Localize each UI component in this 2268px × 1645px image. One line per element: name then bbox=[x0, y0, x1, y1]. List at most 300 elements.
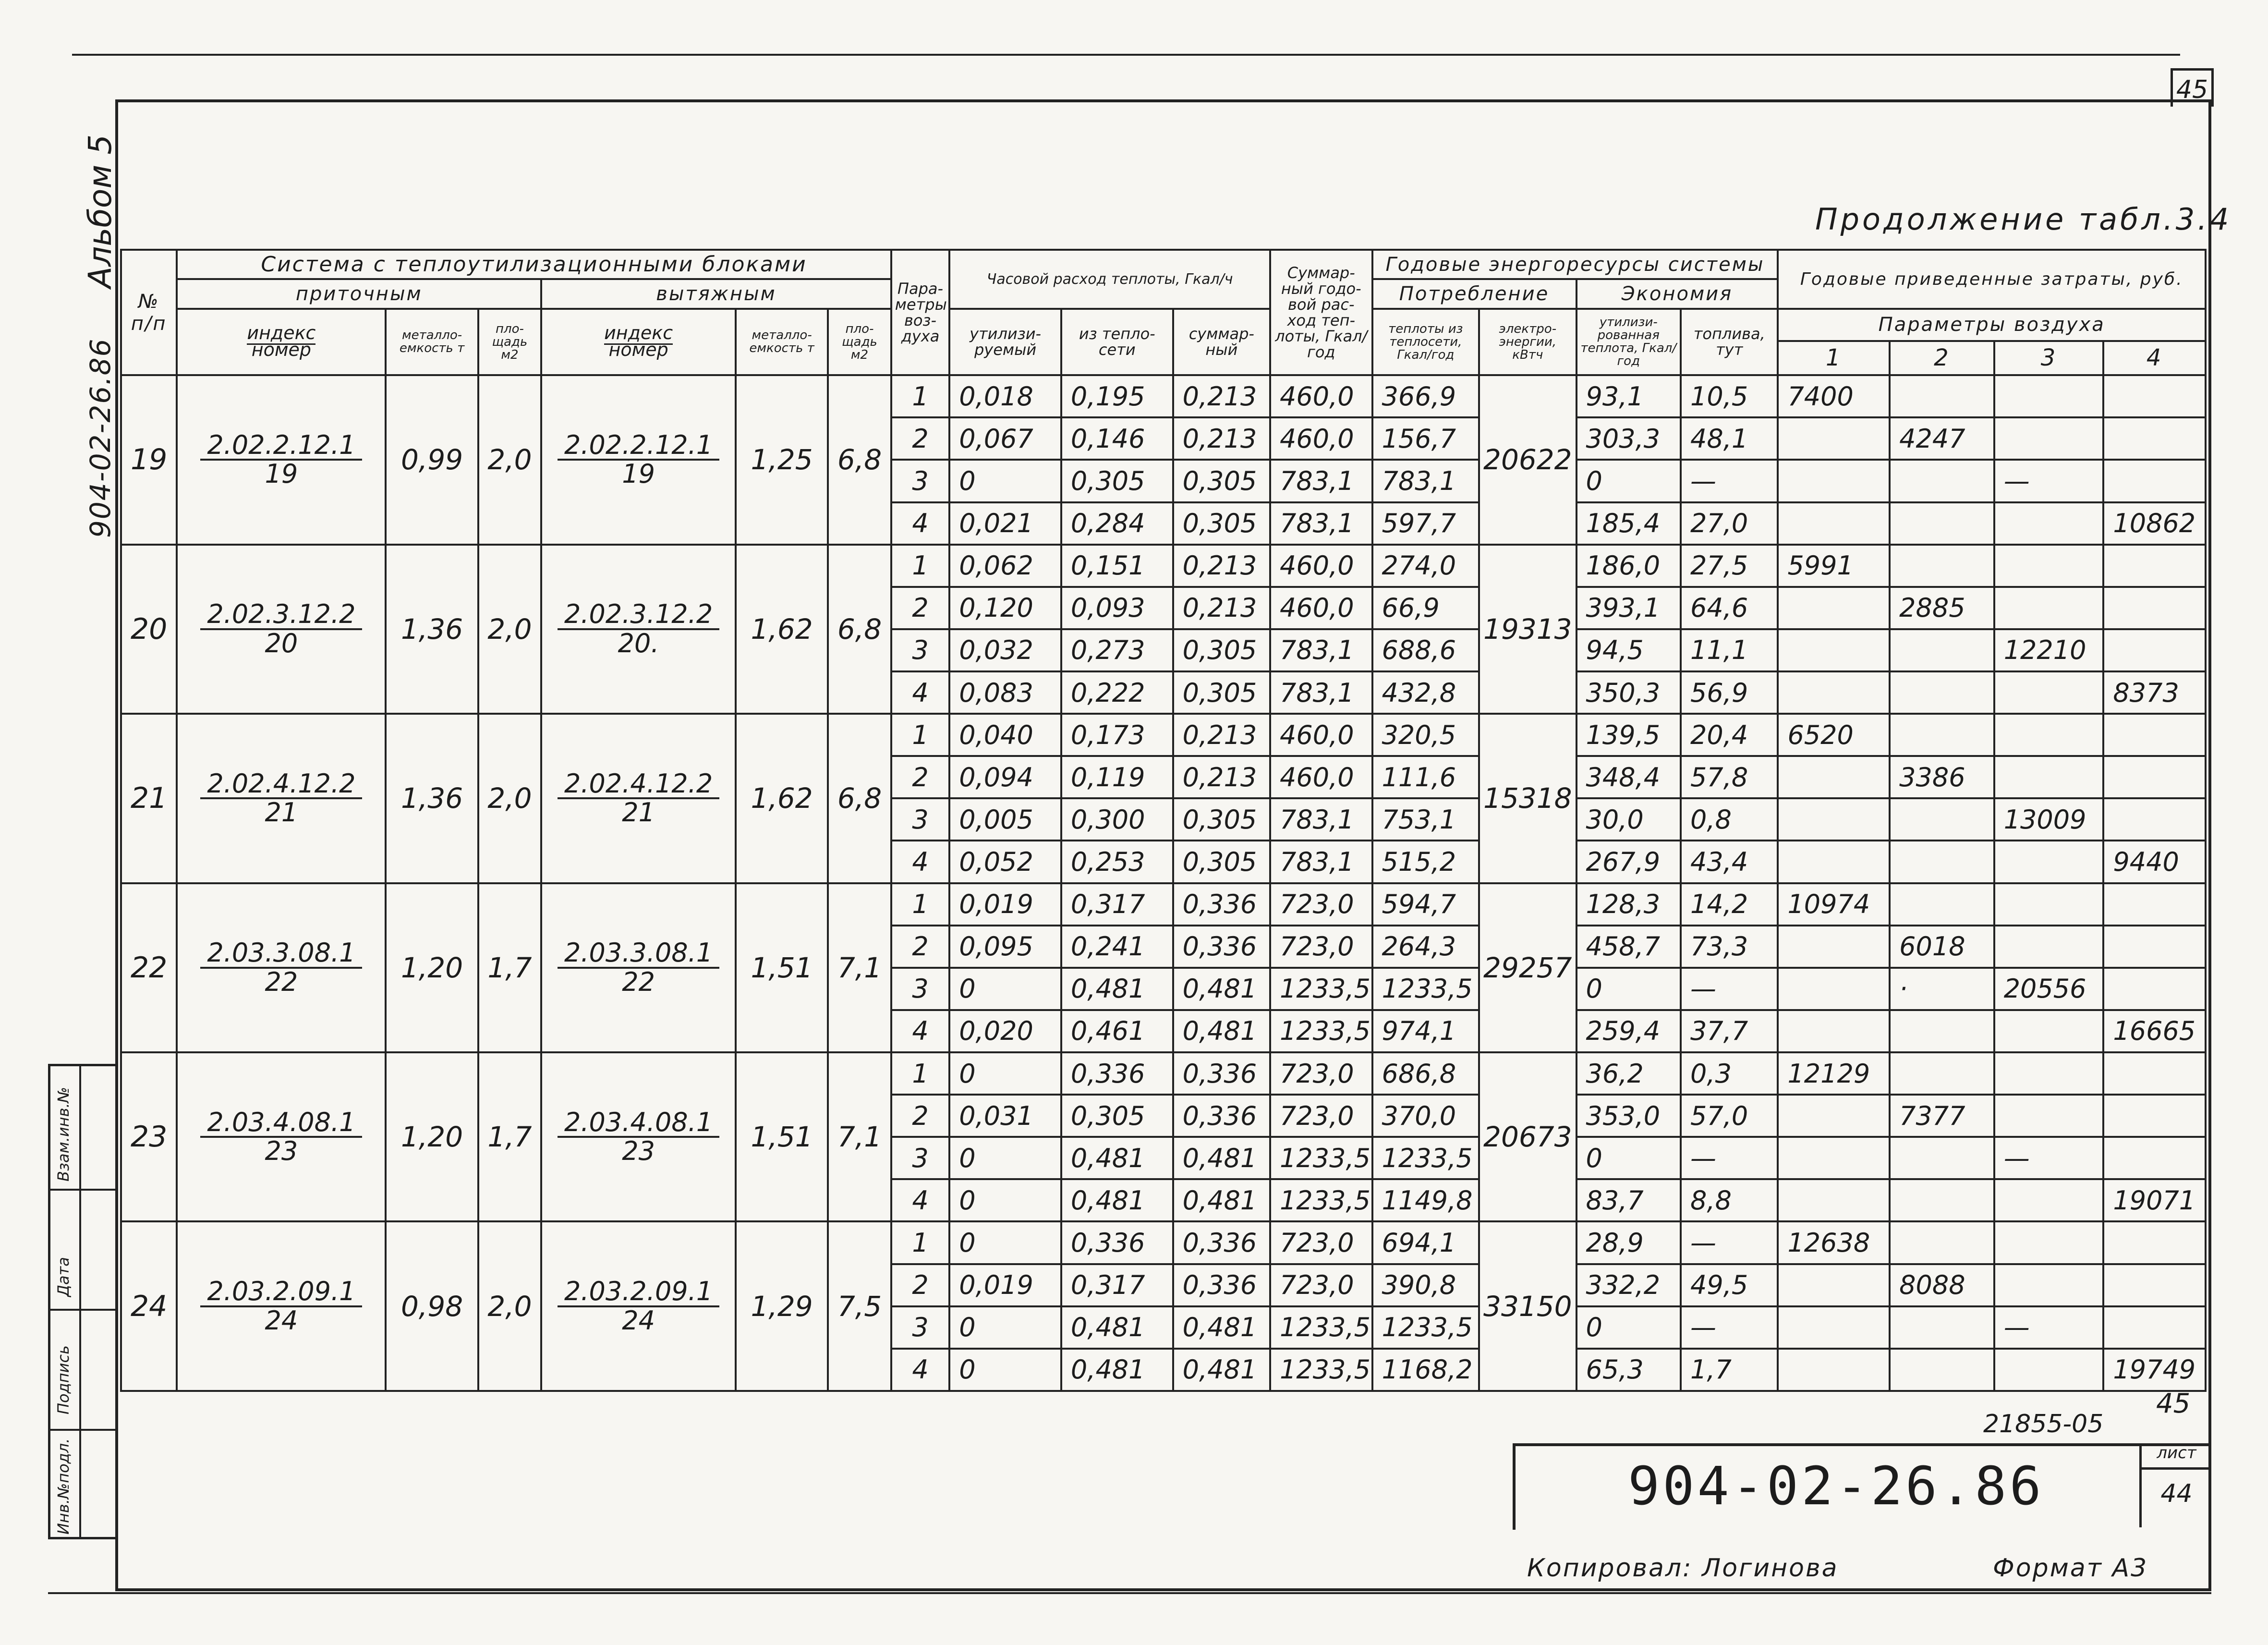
hourly-from-network: 0,305 bbox=[1061, 460, 1173, 502]
utilized-heat: 128,3 bbox=[1577, 883, 1681, 926]
header-heat-from-network: теплоты из теплосети, Гкал/год bbox=[1372, 309, 1480, 375]
hourly-from-network: 0,273 bbox=[1061, 629, 1173, 671]
format-label: Формат А3 bbox=[1993, 1554, 2148, 1583]
annual-total: 723,0 bbox=[1270, 1095, 1372, 1137]
heat-from-network: 390,8 bbox=[1372, 1264, 1480, 1306]
cost-param-3 bbox=[1994, 1095, 2104, 1137]
stamp-date-label: Дата bbox=[54, 1257, 73, 1297]
heat-from-network: 370,0 bbox=[1372, 1095, 1480, 1137]
heat-from-network: 1149,8 bbox=[1372, 1179, 1480, 1221]
cost-param-1 bbox=[1778, 1137, 1890, 1179]
electricity: 33150 bbox=[1479, 1221, 1576, 1391]
cost-param-3 bbox=[1994, 1010, 2104, 1052]
hourly-utilized: 0,020 bbox=[949, 1010, 1061, 1052]
doc-code: 904-02-26.86 bbox=[1628, 1455, 2044, 1517]
air-param: 1 bbox=[891, 1221, 949, 1264]
header-annual-costs: Годовые приведенные затраты, руб. bbox=[1778, 250, 2206, 309]
hourly-utilized: 0,019 bbox=[949, 883, 1061, 926]
header-air-params: Пара-метры воз-духа bbox=[891, 250, 949, 375]
hourly-total: 0,336 bbox=[1173, 1052, 1270, 1095]
exhaust-index-cell bbox=[541, 883, 736, 1052]
supply-index-fraction bbox=[200, 939, 362, 996]
heat-from-network: 320,5 bbox=[1372, 714, 1480, 756]
header-electricity: электро-энергии, кВтч bbox=[1479, 309, 1576, 375]
supply-index-cell bbox=[177, 1221, 386, 1391]
annual-total: 460,0 bbox=[1270, 756, 1372, 798]
supply-index-fraction bbox=[200, 601, 362, 657]
utilized-heat: 350,3 bbox=[1577, 671, 1681, 714]
exhaust-number: 23 bbox=[622, 1136, 655, 1167]
cost-param-1 bbox=[1778, 1010, 1890, 1052]
exhaust-number: 21 bbox=[622, 797, 655, 828]
cost-param-3: 13009 bbox=[1994, 798, 2104, 841]
hourly-utilized: 0,083 bbox=[949, 671, 1061, 714]
hourly-total: 0,305 bbox=[1173, 502, 1270, 545]
cost-param-4 bbox=[2103, 1052, 2206, 1095]
exhaust-index-cell bbox=[541, 545, 736, 714]
data-table bbox=[120, 249, 2207, 1392]
row-number: 24 bbox=[121, 1221, 177, 1391]
cost-param-2 bbox=[1890, 841, 1994, 883]
utilized-heat: 186,0 bbox=[1577, 545, 1681, 587]
cost-param-4 bbox=[2103, 883, 2206, 926]
header-annual-resources: Годовые энергоресурсы системы bbox=[1372, 250, 1778, 279]
exhaust-index: 2.03.4.08.1 bbox=[558, 1109, 719, 1138]
supply-index-cell bbox=[177, 545, 386, 714]
exhaust-index-cell bbox=[541, 1221, 736, 1391]
cost-param-2: 7377 bbox=[1890, 1095, 1994, 1137]
cost-param-2 bbox=[1890, 1349, 1994, 1391]
cost-param-3 bbox=[1994, 926, 2104, 968]
hourly-utilized: 0 bbox=[949, 1221, 1061, 1264]
header-col-num: № п/п bbox=[121, 250, 177, 375]
hourly-utilized: 0,052 bbox=[949, 841, 1061, 883]
hourly-utilized: 0,120 bbox=[949, 587, 1061, 629]
cost-param-1: 7400 bbox=[1778, 375, 1890, 417]
cost-param-3 bbox=[1994, 587, 2104, 629]
fuel-saving: 49,5 bbox=[1681, 1264, 1778, 1306]
fuel-saving: — bbox=[1681, 1221, 1778, 1264]
hourly-total: 0,336 bbox=[1173, 1264, 1270, 1306]
fuel-saving: 37,7 bbox=[1681, 1010, 1778, 1052]
hourly-from-network: 0,481 bbox=[1061, 968, 1173, 1010]
fuel-saving: 0,8 bbox=[1681, 798, 1778, 841]
annual-total: 460,0 bbox=[1270, 714, 1372, 756]
cost-param-2 bbox=[1890, 1010, 1994, 1052]
hourly-total: 0,213 bbox=[1173, 714, 1270, 756]
fuel-saving: 43,4 bbox=[1681, 841, 1778, 883]
cost-param-4: 16665 bbox=[2103, 1010, 2206, 1052]
air-param: 2 bbox=[891, 1095, 949, 1137]
fuel-saving: 14,2 bbox=[1681, 883, 1778, 926]
cost-param-4 bbox=[2103, 926, 2206, 968]
cost-param-3: — bbox=[1994, 1306, 2104, 1349]
cost-param-3: 12210 bbox=[1994, 629, 2104, 671]
header-total: суммар-ный bbox=[1173, 309, 1270, 375]
hourly-from-network: 0,481 bbox=[1061, 1179, 1173, 1221]
header-annual-total: Суммар-ный годо-вой рас-ход теп-лоты, Гкал/год bbox=[1270, 250, 1372, 375]
hourly-utilized: 0,018 bbox=[949, 375, 1061, 417]
electricity: 19313 bbox=[1479, 545, 1576, 714]
header-supply-number-label: номер bbox=[251, 339, 312, 361]
cost-param-4 bbox=[2103, 629, 2206, 671]
supply-area: 1,7 bbox=[478, 1052, 542, 1221]
cost-param-3 bbox=[1994, 883, 2104, 926]
supply-metal: 0,98 bbox=[386, 1221, 478, 1391]
cost-param-4 bbox=[2103, 587, 2206, 629]
cost-param-1 bbox=[1778, 671, 1890, 714]
side-doc-code: 904-02-26.86 bbox=[84, 338, 117, 538]
hourly-utilized: 0,095 bbox=[949, 926, 1061, 968]
hourly-from-network: 0,336 bbox=[1061, 1221, 1173, 1264]
air-param: 3 bbox=[891, 1137, 949, 1179]
header-utilized: утилизи-руемый bbox=[949, 309, 1061, 375]
page-small-number: 45 bbox=[2156, 1388, 2191, 1419]
air-param: 3 bbox=[891, 629, 949, 671]
annual-total: 723,0 bbox=[1270, 1052, 1372, 1095]
air-param: 4 bbox=[891, 1179, 949, 1221]
supply-area: 2,0 bbox=[478, 375, 542, 544]
cost-param-2: 8088 bbox=[1890, 1264, 1994, 1306]
cost-param-2 bbox=[1890, 1179, 1994, 1221]
sheet-number: 44 bbox=[2139, 1470, 2211, 1527]
electricity: 20673 bbox=[1479, 1052, 1576, 1221]
cost-param-3 bbox=[1994, 841, 2104, 883]
cost-param-3 bbox=[1994, 417, 2104, 460]
air-param: 2 bbox=[891, 1264, 949, 1306]
electricity: 20622 bbox=[1479, 375, 1576, 544]
exhaust-metal: 1,51 bbox=[736, 1052, 828, 1221]
heat-from-network: 66,9 bbox=[1372, 587, 1480, 629]
supply-metal: 1,20 bbox=[386, 1052, 478, 1221]
table-row bbox=[121, 883, 2206, 926]
annual-total: 1233,5 bbox=[1270, 1010, 1372, 1052]
hourly-from-network: 0,481 bbox=[1061, 1306, 1173, 1349]
utilized-heat: 93,1 bbox=[1577, 375, 1681, 417]
exhaust-area: 7,5 bbox=[828, 1221, 891, 1391]
utilized-heat: 458,7 bbox=[1577, 926, 1681, 968]
cost-param-4 bbox=[2103, 1095, 2206, 1137]
utilized-heat: 30,0 bbox=[1577, 798, 1681, 841]
exhaust-area: 6,8 bbox=[828, 375, 891, 544]
utilized-heat: 0 bbox=[1577, 460, 1681, 502]
cost-param-2: · bbox=[1890, 968, 1994, 1010]
cost-param-3 bbox=[1994, 375, 2104, 417]
utilized-heat: 348,4 bbox=[1577, 756, 1681, 798]
exhaust-index-fraction bbox=[558, 1278, 719, 1334]
air-param: 2 bbox=[891, 587, 949, 629]
cost-param-2: 3386 bbox=[1890, 756, 1994, 798]
exhaust-index-fraction bbox=[558, 601, 719, 657]
hourly-utilized: 0,019 bbox=[949, 1264, 1061, 1306]
air-param: 3 bbox=[891, 968, 949, 1010]
cost-param-4: 19749 bbox=[2103, 1349, 2206, 1391]
hourly-from-network: 0,284 bbox=[1061, 502, 1173, 545]
exhaust-area: 6,8 bbox=[828, 714, 891, 883]
hourly-utilized: 0,062 bbox=[949, 545, 1061, 587]
fuel-saving: — bbox=[1681, 1137, 1778, 1179]
annual-total: 783,1 bbox=[1270, 629, 1372, 671]
hourly-total: 0,481 bbox=[1173, 1137, 1270, 1179]
hourly-from-network: 0,151 bbox=[1061, 545, 1173, 587]
supply-number: 23 bbox=[265, 1136, 298, 1167]
cost-param-4 bbox=[2103, 1264, 2206, 1306]
hourly-total: 0,336 bbox=[1173, 883, 1270, 926]
exhaust-index-cell bbox=[541, 714, 736, 883]
exhaust-number: 20. bbox=[618, 628, 659, 658]
hourly-from-network: 0,300 bbox=[1061, 798, 1173, 841]
cost-param-4 bbox=[2103, 1221, 2206, 1264]
row-number: 21 bbox=[121, 714, 177, 883]
cost-param-1 bbox=[1778, 1349, 1890, 1391]
hourly-utilized: 0,094 bbox=[949, 756, 1061, 798]
annual-total: 460,0 bbox=[1270, 375, 1372, 417]
header-consumption: Потребление bbox=[1372, 279, 1577, 308]
annual-total: 1233,5 bbox=[1270, 968, 1372, 1010]
header-from-network: из тепло-сети bbox=[1061, 309, 1173, 375]
utilized-heat: 28,9 bbox=[1577, 1221, 1681, 1264]
supply-index: 2.02.3.12.2 bbox=[200, 601, 362, 630]
fuel-saving: 8,8 bbox=[1681, 1179, 1778, 1221]
exhaust-area: 7,1 bbox=[828, 1052, 891, 1221]
fuel-saving: 57,8 bbox=[1681, 756, 1778, 798]
exhaust-index-fraction bbox=[558, 429, 719, 489]
fuel-saving: — bbox=[1681, 460, 1778, 502]
header-exhaust-index-label: индекс bbox=[604, 322, 673, 345]
page-number: 45 bbox=[2171, 68, 2214, 107]
copied-by: Копировал: Логинова bbox=[1527, 1554, 1839, 1583]
utilized-heat: 393,1 bbox=[1577, 587, 1681, 629]
header-param-3: 3 bbox=[1994, 341, 2104, 376]
air-param: 1 bbox=[891, 1052, 949, 1095]
hourly-total: 0,481 bbox=[1173, 968, 1270, 1010]
hourly-utilized: 0,005 bbox=[949, 798, 1061, 841]
cost-param-1: 12129 bbox=[1778, 1052, 1890, 1095]
supply-area: 1,7 bbox=[478, 883, 542, 1052]
cost-param-2 bbox=[1890, 1137, 1994, 1179]
table-body bbox=[121, 375, 2206, 1391]
hourly-from-network: 0,146 bbox=[1061, 417, 1173, 460]
cost-param-1: 6520 bbox=[1778, 714, 1890, 756]
cost-param-2: 2885 bbox=[1890, 587, 1994, 629]
supply-number: 20 bbox=[265, 628, 298, 658]
cost-param-3 bbox=[1994, 545, 2104, 587]
air-param: 2 bbox=[891, 756, 949, 798]
exhaust-number: 19 bbox=[622, 459, 655, 489]
air-param: 3 bbox=[891, 1306, 949, 1349]
heat-from-network: 274,0 bbox=[1372, 545, 1480, 587]
air-param: 2 bbox=[891, 417, 949, 460]
exhaust-index: 2.03.2.09.1 bbox=[558, 1278, 719, 1307]
heat-from-network: 783,1 bbox=[1372, 460, 1480, 502]
cost-param-4 bbox=[2103, 375, 2206, 417]
hourly-total: 0,336 bbox=[1173, 1095, 1270, 1137]
cost-param-4: 19071 bbox=[2103, 1179, 2206, 1221]
cost-param-2 bbox=[1890, 460, 1994, 502]
row-number: 23 bbox=[121, 1052, 177, 1221]
hourly-utilized: 0 bbox=[949, 460, 1061, 502]
cost-param-3 bbox=[1994, 1052, 2104, 1095]
exhaust-index-cell bbox=[541, 375, 736, 544]
hourly-from-network: 0,222 bbox=[1061, 671, 1173, 714]
hourly-utilized: 0,067 bbox=[949, 417, 1061, 460]
header-supply-area: пло-щадь м2 bbox=[478, 309, 542, 375]
supply-index: 2.02.4.12.2 bbox=[200, 770, 362, 800]
exhaust-index: 2.02.3.12.2 bbox=[558, 601, 719, 630]
supply-index: 2.02.2.12.1 bbox=[200, 432, 362, 461]
exhaust-number: 22 bbox=[622, 966, 655, 997]
supply-number: 21 bbox=[265, 797, 298, 828]
cost-param-1 bbox=[1778, 460, 1890, 502]
header-supply-index bbox=[177, 309, 386, 375]
cost-param-3: — bbox=[1994, 1137, 2104, 1179]
header-utilized-heat: утилизи-рованная теплота, Гкал/год bbox=[1577, 309, 1681, 375]
supply-metal: 0,99 bbox=[386, 375, 478, 544]
hourly-total: 0,481 bbox=[1173, 1349, 1270, 1391]
cost-param-3: — bbox=[1994, 460, 2104, 502]
cost-param-3 bbox=[1994, 714, 2104, 756]
utilized-heat: 353,0 bbox=[1577, 1095, 1681, 1137]
fuel-saving: 64,6 bbox=[1681, 587, 1778, 629]
header-exhaust-number-label: номер bbox=[608, 339, 668, 361]
fuel-saving: 20,4 bbox=[1681, 714, 1778, 756]
cost-param-4: 10862 bbox=[2103, 502, 2206, 545]
hourly-utilized: 0 bbox=[949, 1179, 1061, 1221]
cost-param-1 bbox=[1778, 629, 1890, 671]
exhaust-metal: 1,29 bbox=[736, 1221, 828, 1391]
exhaust-metal: 1,62 bbox=[736, 545, 828, 714]
hourly-utilized: 0 bbox=[949, 1052, 1061, 1095]
cost-param-2 bbox=[1890, 671, 1994, 714]
supply-index: 2.03.2.09.1 bbox=[200, 1278, 362, 1307]
heat-from-network: 1168,2 bbox=[1372, 1349, 1480, 1391]
exhaust-area: 6,8 bbox=[828, 545, 891, 714]
air-param: 4 bbox=[891, 671, 949, 714]
cost-param-4 bbox=[2103, 1306, 2206, 1349]
cost-param-4 bbox=[2103, 417, 2206, 460]
annual-total: 783,1 bbox=[1270, 841, 1372, 883]
heat-from-network: 1233,5 bbox=[1372, 1137, 1480, 1179]
fuel-saving: — bbox=[1681, 968, 1778, 1010]
header-system-title: Система с теплоутилизационными блоками bbox=[177, 250, 891, 279]
hourly-total: 0,305 bbox=[1173, 460, 1270, 502]
table-row bbox=[121, 545, 2206, 587]
top-rule bbox=[72, 54, 2180, 56]
cost-param-2 bbox=[1890, 375, 1994, 417]
utilized-heat: 94,5 bbox=[1577, 629, 1681, 671]
hourly-total: 0,481 bbox=[1173, 1306, 1270, 1349]
heat-from-network: 1233,5 bbox=[1372, 1306, 1480, 1349]
cost-param-2 bbox=[1890, 629, 1994, 671]
exhaust-index-fraction bbox=[558, 770, 719, 827]
cost-param-2 bbox=[1890, 545, 1994, 587]
cost-param-2 bbox=[1890, 798, 1994, 841]
annual-total: 1233,5 bbox=[1270, 1179, 1372, 1221]
stamp-replace-label: Взам.инв.№ bbox=[54, 1087, 73, 1182]
hourly-total: 0,336 bbox=[1173, 926, 1270, 968]
cost-param-4 bbox=[2103, 545, 2206, 587]
stamp-signature-label: Подпись bbox=[54, 1345, 73, 1414]
annual-total: 1233,5 bbox=[1270, 1137, 1372, 1179]
cost-param-4 bbox=[2103, 1137, 2206, 1179]
cost-param-2 bbox=[1890, 883, 1994, 926]
cost-param-2: 6018 bbox=[1890, 926, 1994, 968]
utilized-heat: 0 bbox=[1577, 968, 1681, 1010]
cost-param-2 bbox=[1890, 1306, 1994, 1349]
continuation-title: Продолжение табл.3.4 bbox=[1815, 202, 2232, 237]
heat-from-network: 156,7 bbox=[1372, 417, 1480, 460]
annual-total: 783,1 bbox=[1270, 798, 1372, 841]
cost-param-3 bbox=[1994, 1349, 2104, 1391]
hourly-total: 0,213 bbox=[1173, 375, 1270, 417]
utilized-heat: 267,9 bbox=[1577, 841, 1681, 883]
supply-index: 2.03.3.08.1 bbox=[200, 939, 362, 969]
heat-from-network: 753,1 bbox=[1372, 798, 1480, 841]
cost-param-3 bbox=[1994, 1179, 2104, 1221]
row-number: 22 bbox=[121, 883, 177, 1052]
supply-index-fraction bbox=[200, 429, 362, 489]
exhaust-index-cell bbox=[541, 1052, 736, 1221]
annual-total: 723,0 bbox=[1270, 1264, 1372, 1306]
supply-index-cell bbox=[177, 375, 386, 544]
annual-total: 783,1 bbox=[1270, 460, 1372, 502]
air-param: 3 bbox=[891, 460, 949, 502]
row-number: 20 bbox=[121, 545, 177, 714]
cost-param-2: 4247 bbox=[1890, 417, 1994, 460]
bottom-rule bbox=[48, 1592, 2211, 1594]
supply-index-cell bbox=[177, 1052, 386, 1221]
hourly-utilized: 0,040 bbox=[949, 714, 1061, 756]
hourly-total: 0,305 bbox=[1173, 798, 1270, 841]
hourly-total: 0,213 bbox=[1173, 545, 1270, 587]
hourly-utilized: 0 bbox=[949, 1306, 1061, 1349]
exhaust-index-fraction bbox=[558, 939, 719, 996]
cost-param-3: 20556 bbox=[1994, 968, 2104, 1010]
utilized-heat: 65,3 bbox=[1577, 1349, 1681, 1391]
heat-from-network: 1233,5 bbox=[1372, 968, 1480, 1010]
cost-param-1: 12638 bbox=[1778, 1221, 1890, 1264]
utilized-heat: 36,2 bbox=[1577, 1052, 1681, 1095]
hourly-from-network: 0,195 bbox=[1061, 375, 1173, 417]
heat-from-network: 432,8 bbox=[1372, 671, 1480, 714]
heat-from-network: 264,3 bbox=[1372, 926, 1480, 968]
utilized-heat: 303,3 bbox=[1577, 417, 1681, 460]
header-param-2: 2 bbox=[1890, 341, 1994, 376]
supply-index-fraction bbox=[200, 1109, 362, 1165]
cost-param-1 bbox=[1778, 841, 1890, 883]
annual-total: 723,0 bbox=[1270, 883, 1372, 926]
utilized-heat: 332,2 bbox=[1577, 1264, 1681, 1306]
hourly-utilized: 0,031 bbox=[949, 1095, 1061, 1137]
supply-area: 2,0 bbox=[478, 714, 542, 883]
cost-param-1 bbox=[1778, 587, 1890, 629]
table-row bbox=[121, 375, 2206, 417]
header-exhaust-index bbox=[541, 309, 736, 375]
header-economy: Экономия bbox=[1577, 279, 1778, 308]
fuel-saving: 11,1 bbox=[1681, 629, 1778, 671]
fuel-saving: 10,5 bbox=[1681, 375, 1778, 417]
fuel-saving: 56,9 bbox=[1681, 671, 1778, 714]
air-param: 2 bbox=[891, 926, 949, 968]
header-fuel: топлива, тут bbox=[1681, 309, 1778, 375]
supply-index-fraction bbox=[200, 1278, 362, 1334]
utilized-heat: 83,7 bbox=[1577, 1179, 1681, 1221]
fuel-saving: — bbox=[1681, 1306, 1778, 1349]
electricity: 15318 bbox=[1479, 714, 1576, 883]
hourly-utilized: 0,021 bbox=[949, 502, 1061, 545]
exhaust-metal: 1,51 bbox=[736, 883, 828, 1052]
cost-param-1 bbox=[1778, 1179, 1890, 1221]
